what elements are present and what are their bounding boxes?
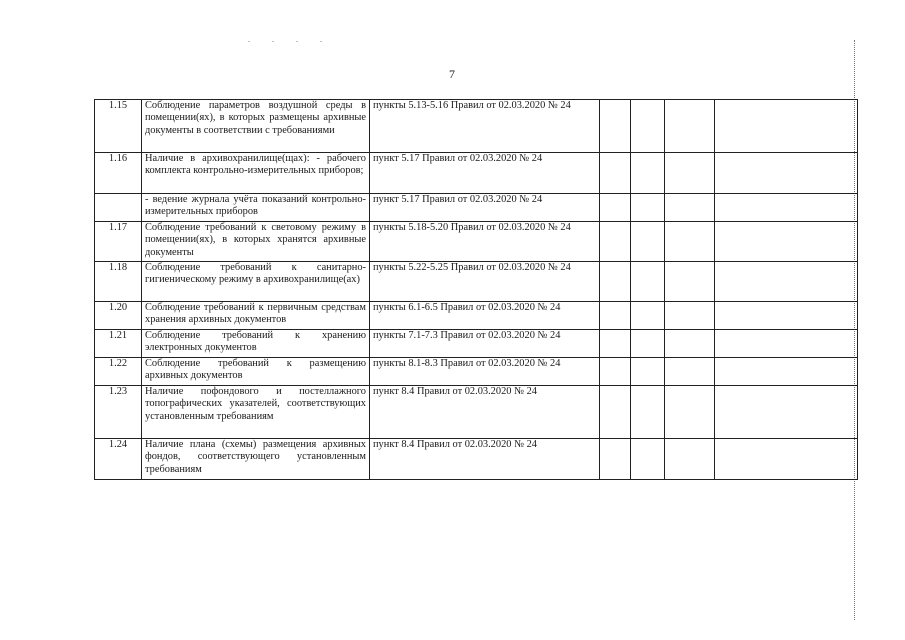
notes-cell[interactable] [715,100,858,153]
answer-cell-na[interactable] [665,194,715,222]
answer-cell-no[interactable] [631,194,665,222]
table-row [95,194,858,222]
table-row [95,100,858,153]
answer-cell-yes[interactable] [600,222,631,262]
legal-reference: пункт 5.17 Правил от 02.03.2020 № 24 [370,153,600,194]
answer-cell-no[interactable] [631,386,665,439]
scan-marks: . . . . [248,35,332,44]
answer-cell-no[interactable] [631,439,665,480]
table-row [95,222,858,262]
answer-cell-yes[interactable] [600,386,631,439]
answer-cell-yes[interactable] [600,302,631,330]
answer-cell-na[interactable] [665,302,715,330]
answer-cell-yes[interactable] [600,330,631,358]
answer-cell-no[interactable] [631,153,665,194]
table-row [95,153,858,194]
table-row [95,439,858,480]
legal-reference: пункты 5.18-5.20 Правил от 02.03.2020 № 24 [370,222,600,262]
answer-cell-yes[interactable] [600,439,631,480]
notes-cell[interactable] [715,386,858,439]
answer-cell-yes[interactable] [600,194,631,222]
requirement-text: Наличие в архивохранилище(щах): - рабочего комплекта контрольно-измерительных приборов; [142,153,370,194]
requirement-text: Соблюдение требований к первичным средствам хранения архивных документов [142,302,370,330]
item-number: 1.21 [95,330,142,358]
answer-cell-na[interactable] [665,100,715,153]
answer-cell-no[interactable] [631,302,665,330]
legal-reference: пункт 5.17 Правил от 02.03.2020 № 24 [370,194,600,222]
answer-cell-yes[interactable] [600,262,631,302]
answer-cell-na[interactable] [665,330,715,358]
notes-cell[interactable] [715,439,858,480]
answer-cell-na[interactable] [665,153,715,194]
legal-reference: пункты 7.1-7.3 Правил от 02.03.2020 № 24 [370,330,600,358]
notes-cell[interactable] [715,330,858,358]
legal-reference: пункты 6.1-6.5 Правил от 02.03.2020 № 24 [370,302,600,330]
notes-cell[interactable] [715,262,858,302]
table-row [95,330,858,358]
answer-cell-no[interactable] [631,262,665,302]
item-number: 1.24 [95,439,142,480]
answer-cell-na[interactable] [665,439,715,480]
notes-cell[interactable] [715,222,858,262]
requirement-text: Соблюдение требований к санитарно-гигиеническому режиму в архивохранилище(ах) [142,262,370,302]
legal-reference: пункт 8.4 Правил от 02.03.2020 № 24 [370,439,600,480]
answer-cell-na[interactable] [665,222,715,262]
requirement-text: Наличие пофондового и постеллажного топографических указателей, соответствующих установленным требованиям [142,386,370,439]
item-number: 1.22 [95,358,142,386]
requirement-text: Наличие плана (схемы) размещения архивных фондов, соответствующего установленным требованиям [142,439,370,480]
table-row [95,386,858,439]
legal-reference: пункт 8.4 Правил от 02.03.2020 № 24 [370,386,600,439]
answer-cell-no[interactable] [631,330,665,358]
item-number: 1.15 [95,100,142,153]
item-number: 1.17 [95,222,142,262]
notes-cell[interactable] [715,302,858,330]
table-row [95,302,858,330]
answer-cell-no[interactable] [631,358,665,386]
answer-cell-yes[interactable] [600,358,631,386]
requirement-text: Соблюдение требований к световому режиму в помещении(ях), в которых хранятся архивные документы [142,222,370,262]
item-number: 1.18 [95,262,142,302]
requirement-text: Соблюдение требований к размещению архивных документов [142,358,370,386]
checklist-table [94,99,858,480]
requirement-text: - ведение журнала учёта показаний контрольно-измерительных приборов [142,194,370,222]
item-number: 1.23 [95,386,142,439]
table-row [95,358,858,386]
answer-cell-na[interactable] [665,262,715,302]
legal-reference: пункты 8.1-8.3 Правил от 02.03.2020 № 24 [370,358,600,386]
legal-reference: пункты 5.13-5.16 Правил от 02.03.2020 № 24 [370,100,600,153]
notes-cell[interactable] [715,153,858,194]
page-number: 7 [449,67,455,81]
legal-reference: пункты 5.22-5.25 Правил от 02.03.2020 № 24 [370,262,600,302]
table-row [95,262,858,302]
answer-cell-na[interactable] [665,386,715,439]
item-number [95,194,142,222]
answer-cell-no[interactable] [631,100,665,153]
answer-cell-no[interactable] [631,222,665,262]
notes-cell[interactable] [715,358,858,386]
item-number: 1.16 [95,153,142,194]
requirement-text: Соблюдение требований к хранению электронных документов [142,330,370,358]
requirement-text: Соблюдение параметров воздушной среды в помещении(ях), в которых размещены архивные документы в соответствии с требованиями [142,100,370,153]
notes-cell[interactable] [715,194,858,222]
answer-cell-yes[interactable] [600,153,631,194]
answer-cell-na[interactable] [665,358,715,386]
answer-cell-yes[interactable] [600,100,631,153]
item-number: 1.20 [95,302,142,330]
